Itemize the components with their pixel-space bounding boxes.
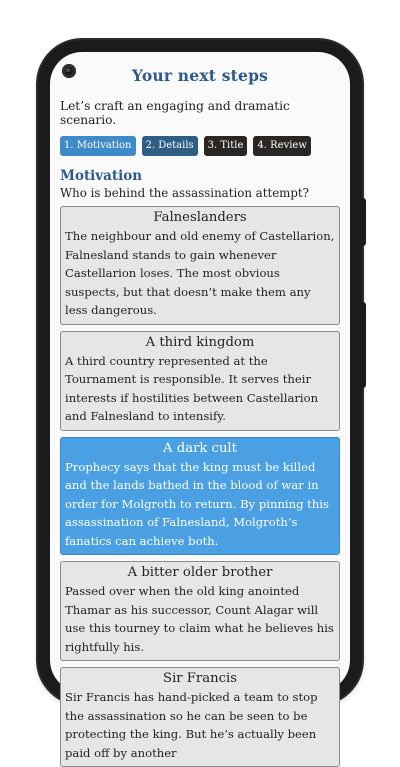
section-question: Who is behind the assassination attempt?: [60, 186, 309, 200]
app-content: [50, 52, 350, 767]
power-button: [361, 198, 366, 246]
phone-frame: [38, 40, 362, 760]
section-title: Motivation: [60, 168, 143, 184]
option-sir-francis[interactable]: [60, 667, 340, 767]
option-third-kingdom[interactable]: [60, 331, 340, 431]
volume-button: [361, 302, 366, 388]
tab-review[interactable]: 4. Review: [253, 136, 311, 156]
option-bitter-older-brother[interactable]: [60, 561, 340, 661]
options-list: [60, 206, 340, 767]
page-title: Your next steps: [131, 66, 269, 85]
tab-motivation[interactable]: 1. Motivation: [60, 136, 136, 156]
option-falneslanders[interactable]: [60, 206, 340, 325]
option-title: Falneslanders: [153, 210, 247, 225]
step-tabs: [60, 136, 340, 156]
option-description: Prophecy says that the king must be killed and the lands bathed in the blood of war in order for Molgroth to return. By pinning this assassination of Falnesland, Molgroth’s fanatics can achieve both.: [65, 459, 329, 548]
phone-screen: [50, 52, 350, 760]
option-description: The neighbour and old enemy of Castellarion, Falnesland stands to gain whenever Castellarion loses. The most obvious suspects, but that doesn’t make them any less dangerous.: [65, 229, 335, 317]
option-description: Sir Francis has hand-picked a team to stop the assassination so he can be seen to be protecting the king. But he’s actually been paid off by another: [65, 690, 318, 760]
option-description: A third country represented at the Tournament is responsible. It serves their interests if hostilities between Castellarion and Falnesland to intensify.: [65, 353, 319, 423]
option-description: Passed over when the old king anointed Thamar as his successor, Count Alagar will use this tourney to claim what he believes his rightfully his.: [65, 584, 334, 654]
option-title: Sir Francis: [163, 671, 237, 686]
tab-title[interactable]: 3. Title: [204, 136, 248, 156]
option-title: A dark cult: [163, 440, 237, 456]
front-camera-icon: [62, 64, 76, 78]
option-title: A bitter older brother: [127, 565, 273, 580]
option-title: A third kingdom: [145, 334, 255, 350]
intro-text: Let’s craft an engaging and dramatic scenario.: [60, 99, 290, 127]
option-dark-cult[interactable]: [60, 437, 340, 556]
tab-details[interactable]: 2. Details: [142, 136, 198, 156]
